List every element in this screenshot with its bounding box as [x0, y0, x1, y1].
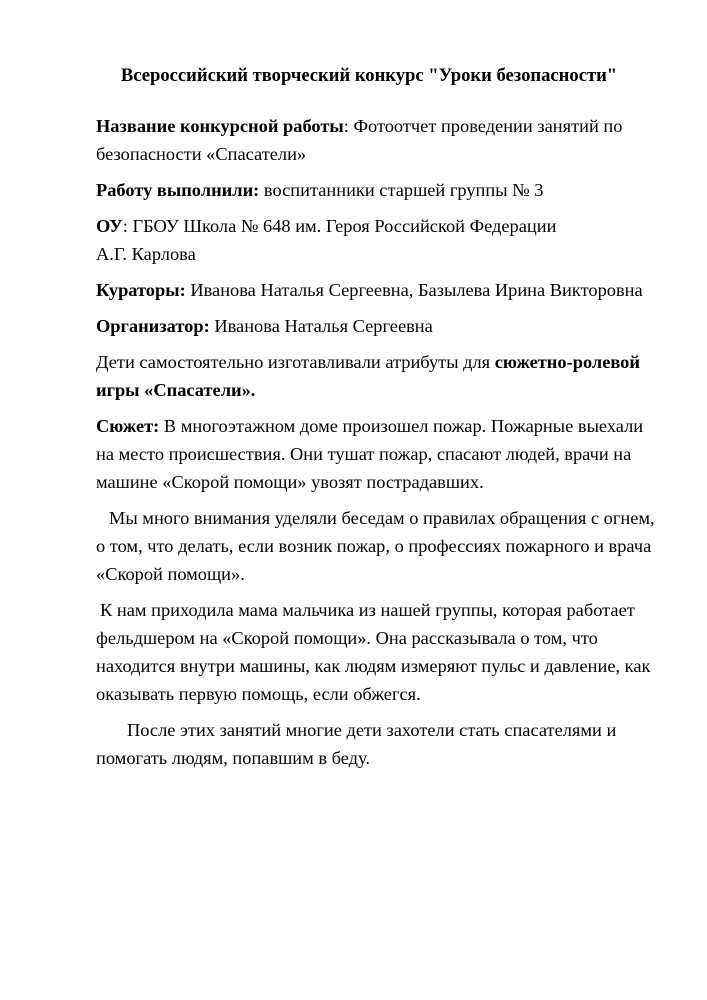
authors-paragraph: [96, 176, 656, 204]
attributes-text: Дети самостоятельно изготавливали атрибуты для: [96, 352, 495, 372]
plot-paragraph: [96, 412, 656, 496]
institution-label: ОУ: [96, 216, 123, 236]
organizer-label: Организатор:: [96, 316, 210, 336]
curators-text: Иванова Наталья Сергеевна, Базылева Ирина Викторовна: [185, 280, 643, 300]
entry-name-text: : Фотоотчет проведении занятий по безопасности «Спасатели»: [96, 116, 623, 164]
institution-paragraph: [96, 212, 656, 268]
institution-text: : ГБОУ Школа № 648 им. Героя Российской Федерации: [122, 216, 557, 236]
organizer-paragraph: [96, 312, 656, 340]
entry-name-paragraph: [96, 112, 656, 168]
attributes-paragraph: [96, 348, 656, 404]
curators-paragraph: [96, 276, 656, 304]
organizer-text: Иванова Наталья Сергеевна: [209, 316, 433, 336]
institution-text-line2: А.Г. Карлова: [96, 244, 196, 264]
plot-label: Сюжет:: [96, 416, 160, 436]
curators-label: Кураторы:: [96, 280, 186, 300]
authors-text: воспитанники старшей группы № 3: [259, 180, 544, 200]
visit-paragraph: К нам приходила мама мальчика из нашей группы, которая работает фельдшером на «Скорой помощи». Она рассказывала о том, что находится внутри машины, как людям измеряют пульс и давление, как оказывать первую помощь, если обжегся.: [96, 600, 651, 704]
talks-paragraph: Мы много внимания уделяли беседам о правилах обращения с огнем, о том, что делать, если возник пожар, о профессиях пожарного и врача «Скорой помощи».: [96, 508, 655, 584]
conclusion-paragraph: После этих занятий многие дети захотели стать спасателями и помогать людям, попавшим в беду.: [96, 720, 617, 768]
authors-label: Работу выполнили:: [96, 180, 260, 200]
plot-text: В многоэтажном доме произошел пожар. Пожарные выехали на место происшествия. Они тушат пожар, спасают людей, врачи на машине «Скорой помощи» увозят пострадавших.: [96, 416, 644, 492]
entry-name-label: Название конкурсной работы: [96, 116, 344, 136]
attributes-bold-text: сюжетно-ролевой игры «Спасатели».: [96, 352, 640, 400]
document-title: Всероссийский творческий конкурс "Уроки безопасности": [120, 65, 618, 86]
